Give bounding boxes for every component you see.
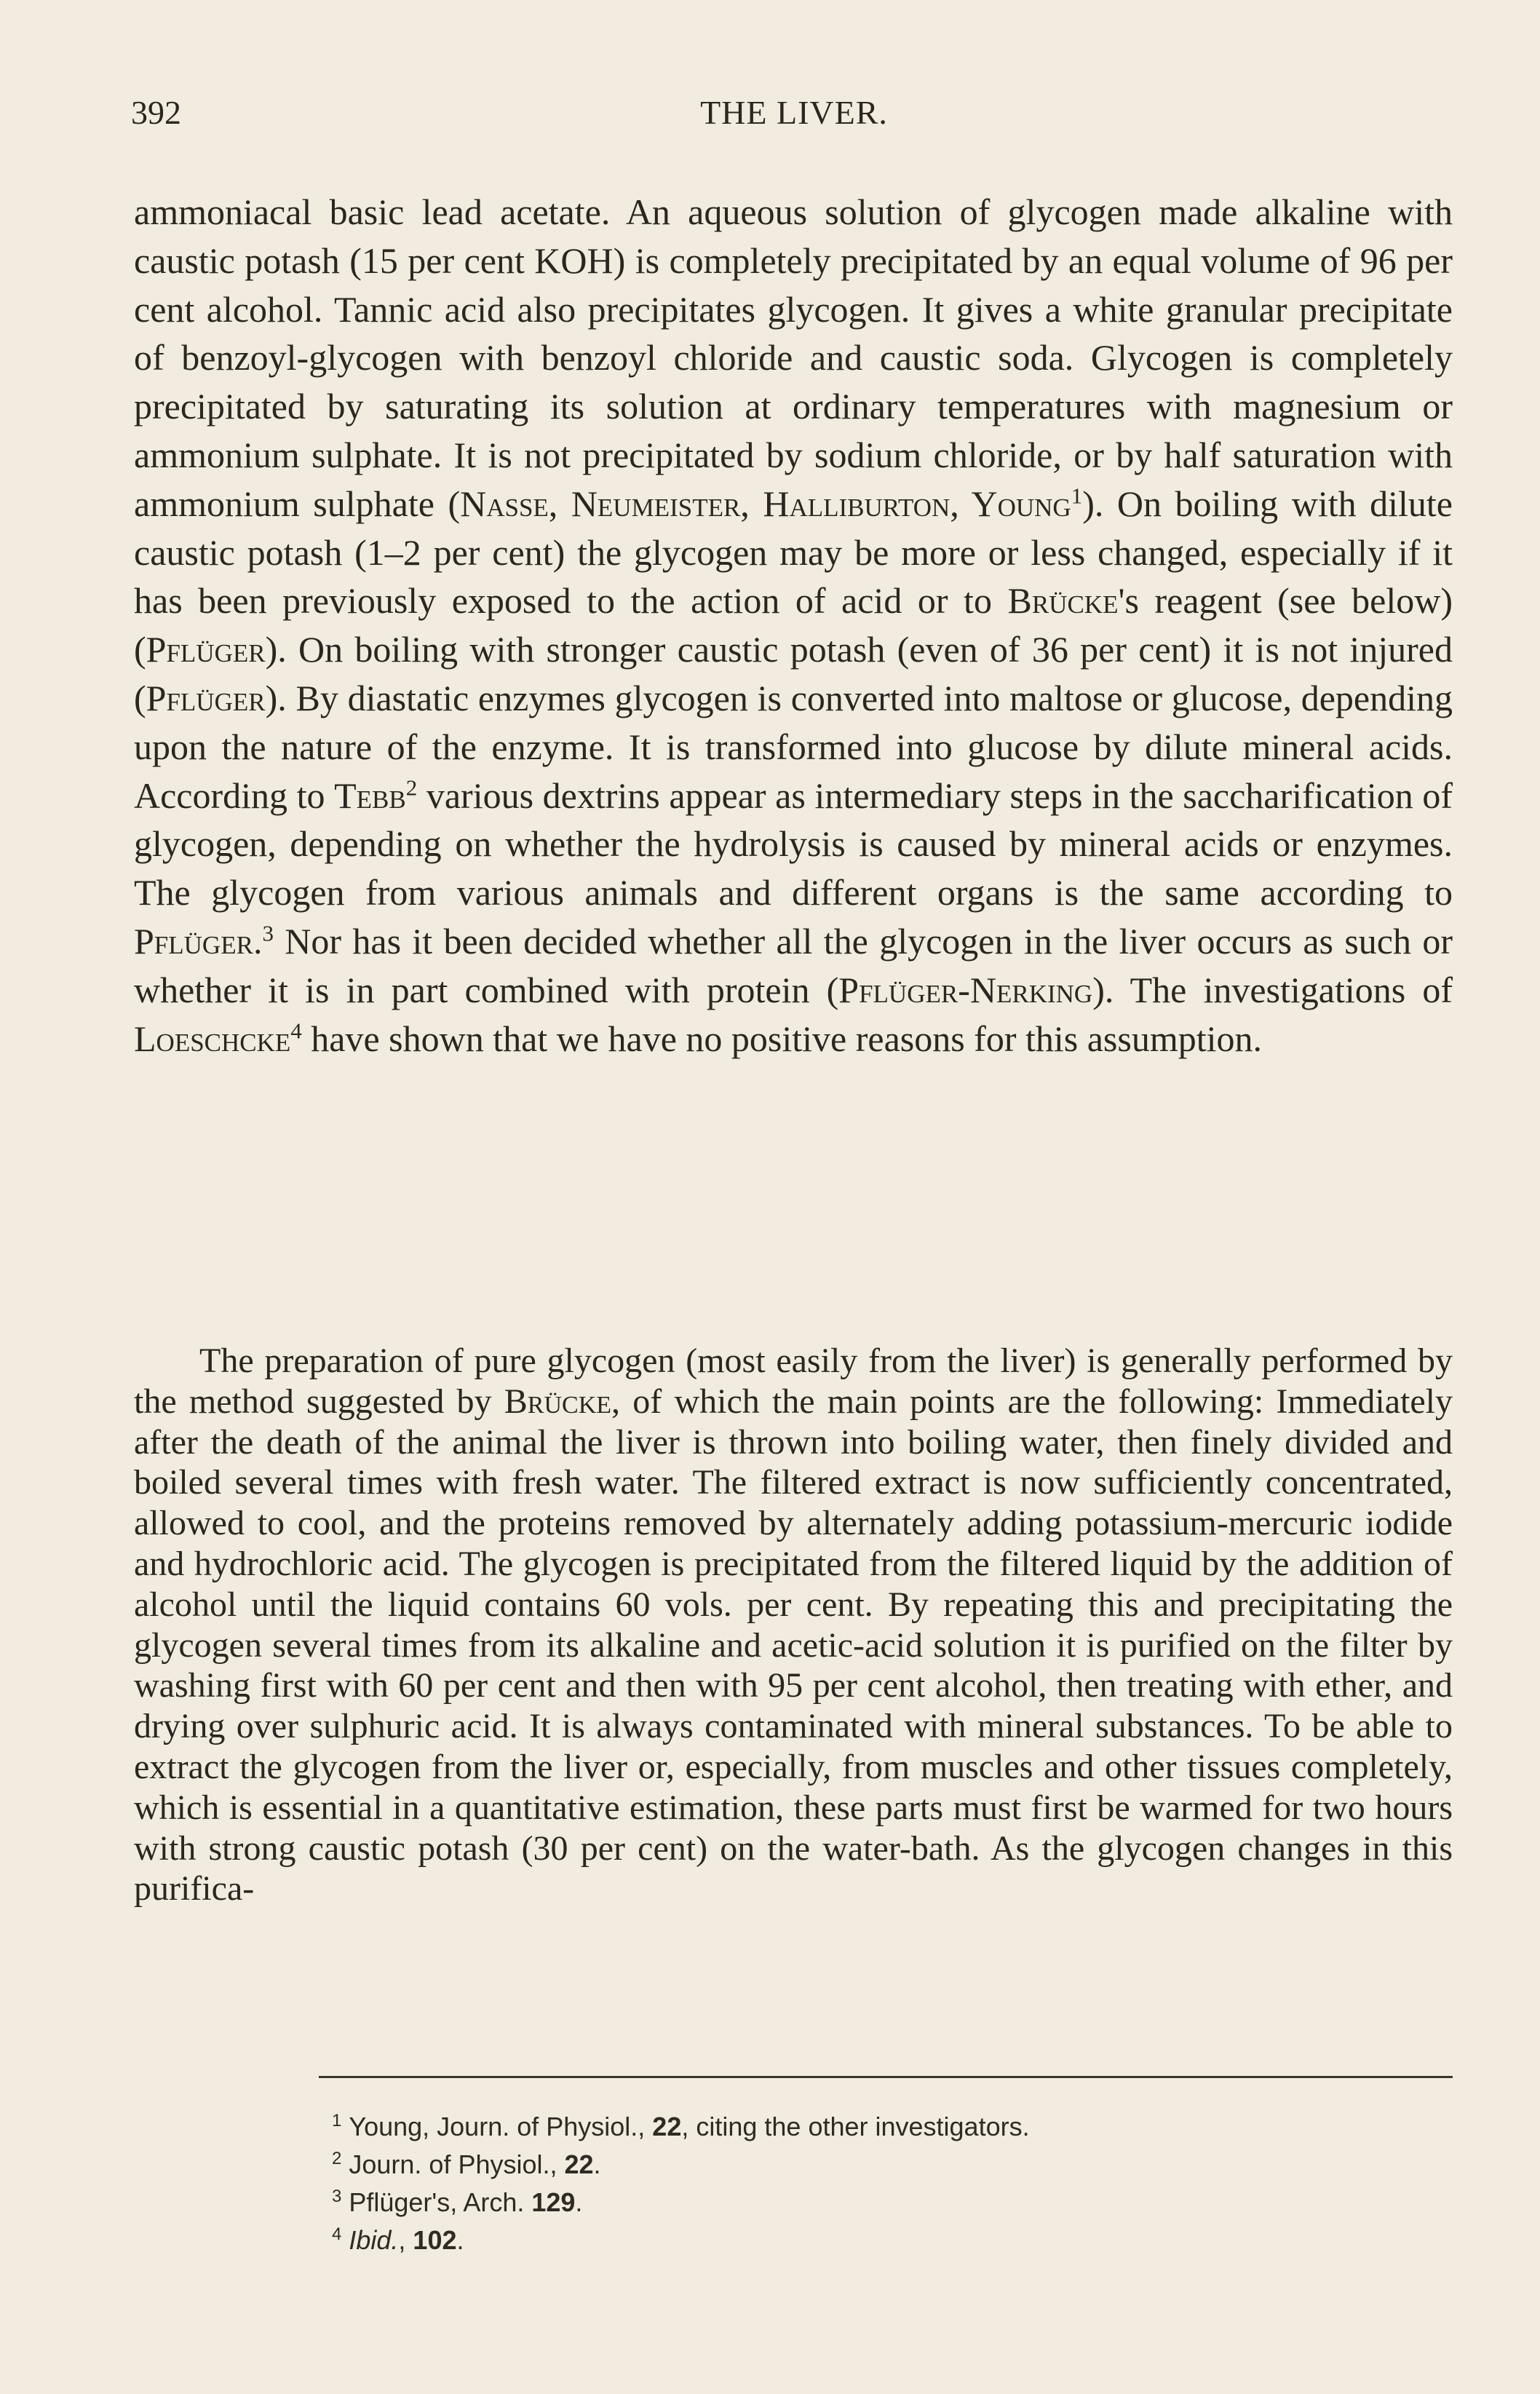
footnote-ref-3: 3	[262, 920, 274, 946]
page-number: 392	[131, 94, 181, 131]
text-run: ). On boiling with dilute caustic potash (1–2 per cent) the glycogen may be more or less changed, especially if it has been previously exposed to the action of acid or to	[134, 483, 1453, 622]
text-run: ). The investigations of	[1092, 969, 1453, 1010]
footnote-ref-4: 4	[290, 1017, 302, 1043]
footnote-rest: , citing the other investigators.	[681, 2112, 1030, 2141]
footnote-volume: 22	[652, 2112, 682, 2141]
footnote-2	[332, 2146, 1424, 2184]
body-paragraph-2	[134, 1341, 1453, 1909]
running-title: THE LIVER.	[700, 94, 888, 131]
footnote-3	[332, 2184, 1424, 2221]
footnote-text: Ibid.	[349, 2225, 399, 2255]
author-names: Nasse, Neumeister, Halliburton, Young	[460, 483, 1071, 524]
footnote-text: Young, Journ. of Physiol.,	[349, 2112, 653, 2141]
text-run: Nor has it been decided whether all the glycogen in the liver occurs as such or whether it is in part combined with protein (	[134, 920, 1453, 1010]
author-name: Tebb	[334, 774, 406, 816]
footnote-4	[332, 2221, 1424, 2259]
footnote-mark: 3	[332, 2187, 342, 2206]
text-run: ). By diastatic enzymes glycogen is converted into maltose or glucose, depending upon the nature of the enzyme. It is transformed into glucose by dilute mineral acids. According to	[134, 677, 1453, 816]
footnote-volume: 102	[413, 2225, 457, 2255]
text-run: ammoniacal basic lead acetate. An aqueous solution of glycogen made alkaline with caustic potash (15 per cent KOH) is completely precipitated by an equal volume of 96 per cent alcohol. Tannic acid also precipitates glycogen. It gives a white granular precipitate of benzoyl-glycogen with benzoyl chloride and caustic soda. Glycogen is completely precipitated by saturating its solution at ordinary temperatures with magnesium or ammonium sulphate. It is not precipitated by sodium chloride, or by half saturation with ammonium sulphate (	[134, 191, 1453, 524]
author-name: Pflüger	[134, 920, 253, 962]
text-run: , of which the main points are the following: Immediately after the death of the animal the liver is thrown into boiling water, then finely divided and boiled several times with fresh water. The filtered extract is now sufficiently concentrated, allowed to cool, and the proteins removed by alternately adding potassium-mercuric iodide and hydrochloric acid. The glycogen is precipitated from the filtered liquid by the addition of alcohol until the liquid contains 60 vols. per cent. By repeating this and precipitating the glycogen several times from its alkaline and acetic-acid solution it is purified on the filter by washing first with 60 per cent and then with 95 per cent alcohol, then treating with ether, and drying over sulphuric acid. It is always contaminated with mineral substances. To be able to extract the glycogen from the liver or, especially, from muscles and other tissues completely, which is essential in a quantitative estimation, these parts must first be warmed for two hours with strong caustic potash (30 per cent) on the water-bath. As the glycogen changes in this purifica-	[134, 1382, 1453, 1909]
text-run: 's reagent (see below) (	[134, 580, 1453, 670]
page-header	[125, 93, 1463, 137]
footnotes	[332, 2108, 1424, 2259]
footnote-rest: .	[575, 2187, 583, 2217]
text-run: The preparation of pure glycogen (most easily from the liver) is generally performed by the method suggested by	[134, 1341, 1453, 1421]
footnote-1	[332, 2108, 1424, 2146]
text-run: various dextrins appear as intermediary steps in the saccharification of glycogen, depending on whether the hydrolysis is caused by mineral acids or enzymes. The glycogen from various animals and different organs is the same according to	[134, 774, 1453, 913]
footnote-ref-2: 2	[405, 774, 418, 800]
body-paragraph-1	[134, 188, 1453, 1063]
footnote-rest: .	[456, 2225, 464, 2255]
footnote-rule	[319, 2076, 1453, 2078]
author-name: Brücke	[1007, 580, 1119, 622]
footnote-volume: 22	[564, 2149, 594, 2179]
author-name: Pflüger	[146, 629, 266, 670]
footnote-text: Pflüger's, Arch.	[349, 2187, 532, 2217]
footnote-separator: ,	[398, 2225, 413, 2255]
footnote-volume: 129	[531, 2187, 576, 2217]
author-name: Loeschcke	[134, 1018, 291, 1059]
text-run: have shown that we have no positive reasons for this assumption.	[301, 1018, 1263, 1059]
text-run: ). On boiling with stronger caustic potash (even of 36 per cent) it is not injured (	[134, 629, 1453, 718]
footnote-text: Journ. of Physiol.,	[349, 2149, 565, 2179]
footnote-rest: .	[593, 2149, 601, 2179]
author-name: Pflüger-Nerking	[838, 969, 1093, 1010]
author-name: Brücke	[504, 1382, 612, 1421]
footnote-mark: 1	[332, 2111, 342, 2131]
author-name: Pflüger	[146, 677, 266, 718]
footnote-mark: 2	[332, 2149, 342, 2168]
text-run: .	[253, 920, 263, 962]
footnote-mark: 4	[332, 2224, 342, 2244]
footnote-ref-1: 1	[1071, 483, 1083, 509]
